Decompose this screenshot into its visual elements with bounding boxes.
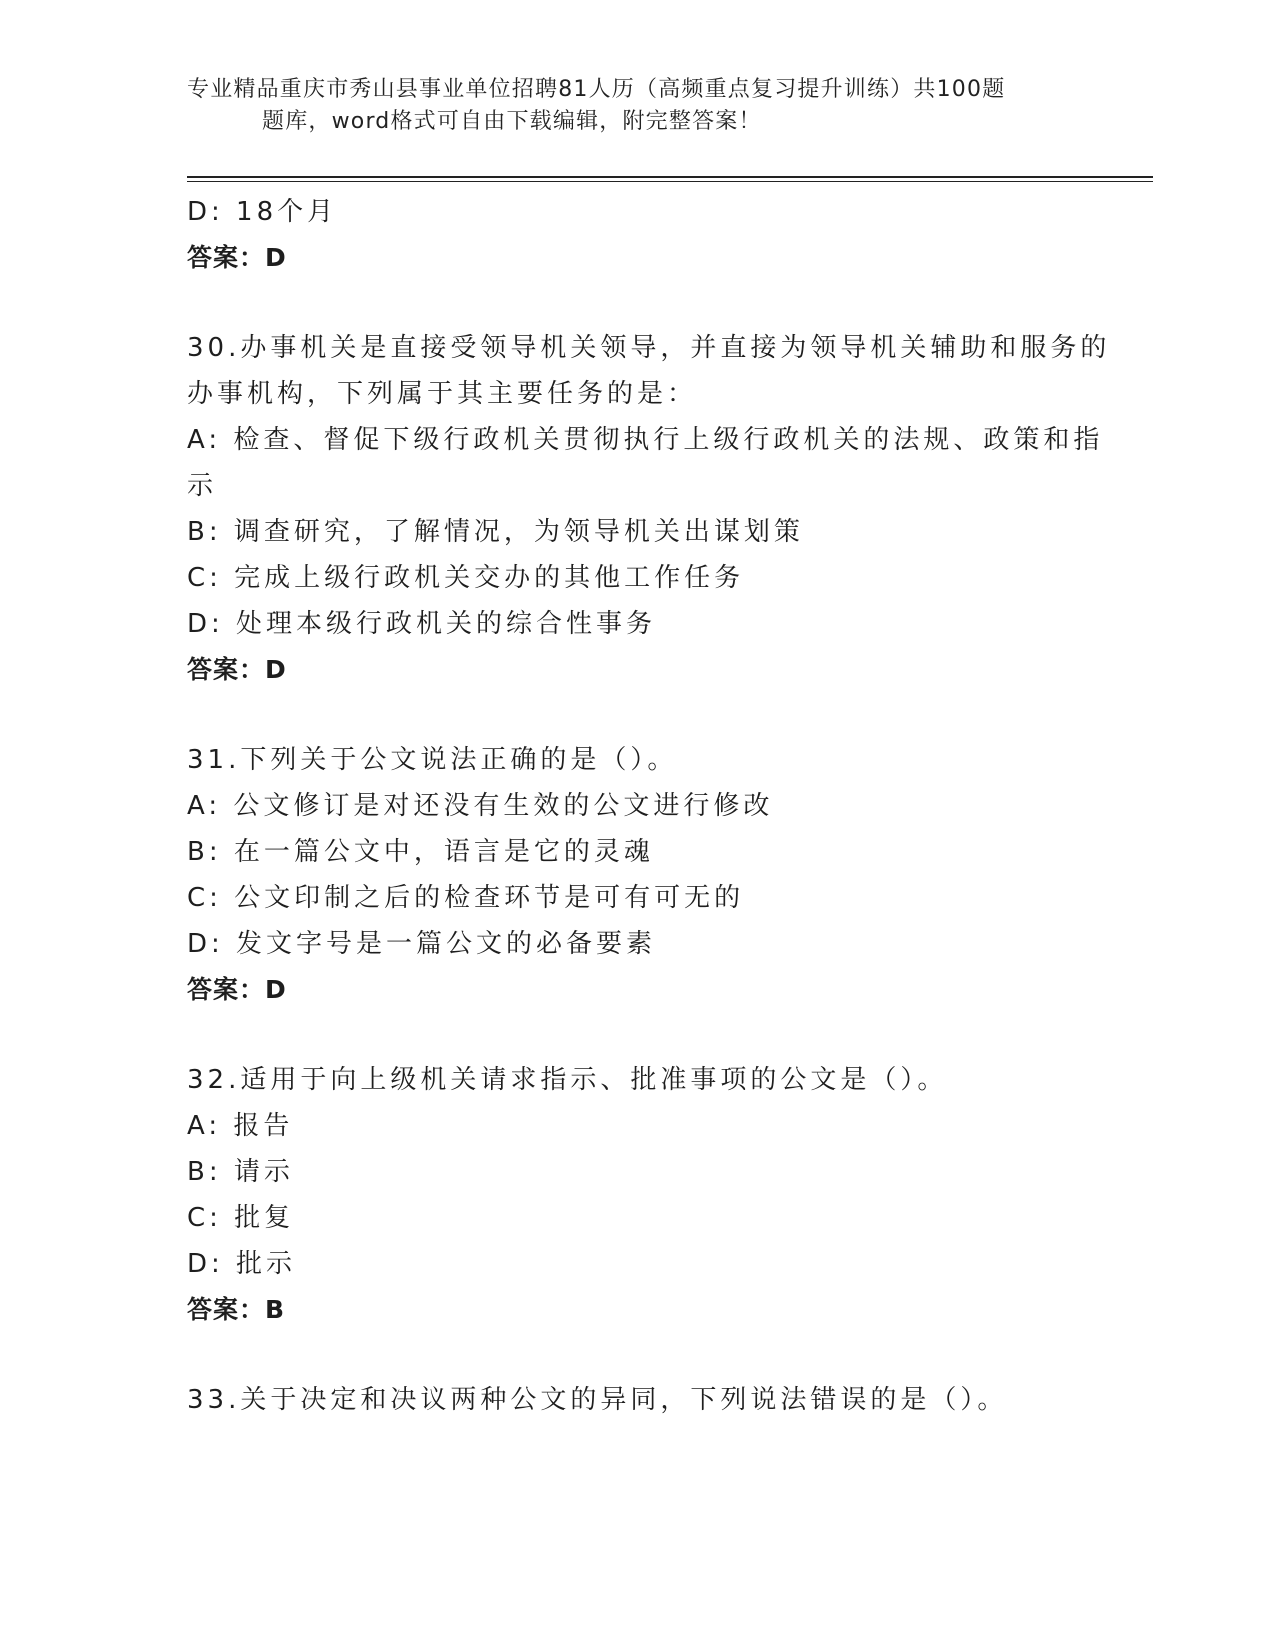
option-b: B: 在一篇公文中，语言是它的灵魂 bbox=[187, 837, 654, 867]
header-rule-thin bbox=[187, 181, 1153, 182]
question-stem: 33.关于决定和决议两种公文的异同，下列说法错误的是（）。 bbox=[187, 1385, 1008, 1415]
option-d: D: 发文字号是一篇公文的必备要素 bbox=[187, 929, 657, 959]
header-title-line1: 专业精品重庆市秀山县事业单位招聘81人历（高频重点复习提升训练）共100题 bbox=[187, 77, 1006, 102]
question-stem: 32.适用于向上级机关请求指示、批准事项的公文是（）。 bbox=[187, 1065, 948, 1095]
question-stem-line2: 办事机构，下列属于其主要任务的是： bbox=[187, 379, 698, 409]
document-body bbox=[187, 189, 1111, 1423]
answer-line: 答案：D bbox=[187, 975, 287, 1004]
question-stem: 31.下列关于公文说法正确的是（）。 bbox=[187, 745, 678, 775]
option-c: C: 公文印制之后的检查环节是可有可无的 bbox=[187, 883, 745, 913]
option-a: A: 报告 bbox=[187, 1111, 294, 1141]
question-31 bbox=[187, 737, 1087, 1013]
option-c: C: 完成上级行政机关交办的其他工作任务 bbox=[187, 563, 745, 593]
question-32 bbox=[187, 1057, 1087, 1333]
question-33 bbox=[187, 1377, 1087, 1423]
option-a-line2: 示 bbox=[187, 471, 218, 501]
option-d: D: 批示 bbox=[187, 1249, 297, 1279]
header-rule-thick bbox=[187, 176, 1153, 178]
option-a-line1: A: 检查、督促下级行政机关贯彻执行上级行政机关的法规、政策和指 bbox=[187, 425, 1104, 455]
option-d: D: 18个月 bbox=[187, 197, 338, 227]
page-header bbox=[187, 74, 1077, 138]
option-b: B: 请示 bbox=[187, 1157, 294, 1187]
answer-line: 答案：D bbox=[187, 243, 287, 272]
answer-line: 答案：B bbox=[187, 1295, 286, 1324]
option-b: B: 调查研究，了解情况，为领导机关出谋划策 bbox=[187, 517, 804, 547]
question-stem-line1: 30.办事机关是直接受领导机关领导，并直接为领导机关辅助和服务的 bbox=[187, 333, 1111, 363]
header-title-line2: 题库，word格式可自由下载编辑，附完整答案！ bbox=[262, 109, 762, 134]
option-a: A: 公文修订是对还没有生效的公文进行修改 bbox=[187, 791, 774, 821]
answer-line: 答案：D bbox=[187, 655, 287, 684]
option-d: D: 处理本级行政机关的综合性事务 bbox=[187, 609, 657, 639]
option-c: C: 批复 bbox=[187, 1203, 295, 1233]
question-30 bbox=[187, 325, 1111, 693]
question-29-tail bbox=[187, 189, 1087, 281]
